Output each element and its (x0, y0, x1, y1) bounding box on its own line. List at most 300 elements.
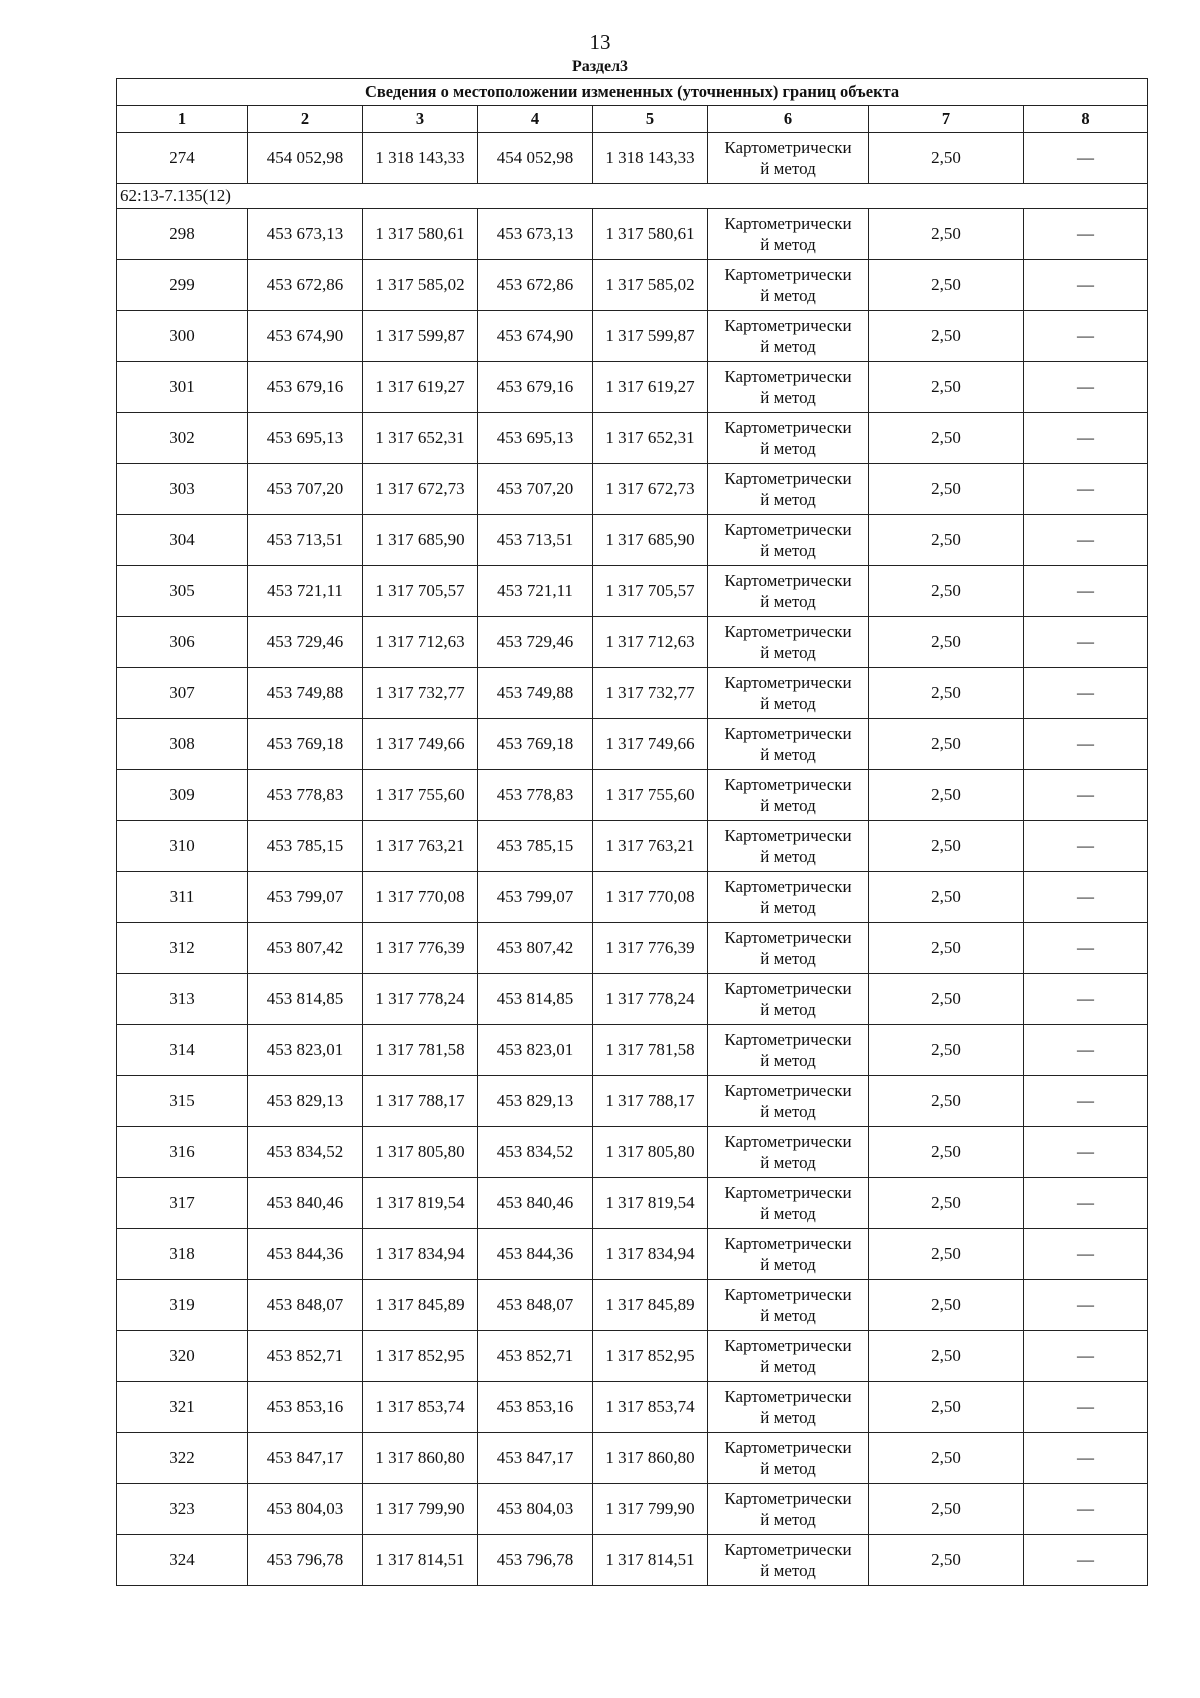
determination-method (708, 515, 869, 566)
note-cell: — (1024, 260, 1148, 311)
refined-y: 1 317 781,58 (593, 1025, 708, 1076)
method-line-1: Картометрически (724, 724, 852, 743)
existing-y: 1 317 799,90 (363, 1484, 478, 1535)
refined-y: 1 317 776,39 (593, 923, 708, 974)
precision-value: 2,50 (869, 209, 1024, 260)
determination-method (708, 668, 869, 719)
refined-x: 453 844,36 (478, 1229, 593, 1280)
note-cell: — (1024, 770, 1148, 821)
existing-x: 453 679,16 (248, 362, 363, 413)
existing-x: 453 852,71 (248, 1331, 363, 1382)
existing-x: 453 769,18 (248, 719, 363, 770)
column-number: 2 (248, 106, 363, 133)
existing-y: 1 317 712,63 (363, 617, 478, 668)
refined-x: 453 695,13 (478, 413, 593, 464)
method-line-2: й метод (760, 388, 816, 407)
existing-x: 453 848,07 (248, 1280, 363, 1331)
refined-x: 453 713,51 (478, 515, 593, 566)
determination-method (708, 464, 869, 515)
existing-y: 1 317 652,31 (363, 413, 478, 464)
existing-x: 453 707,20 (248, 464, 363, 515)
refined-x: 453 721,11 (478, 566, 593, 617)
refined-y: 1 317 585,02 (593, 260, 708, 311)
note-cell: — (1024, 1025, 1148, 1076)
refined-y: 1 317 619,27 (593, 362, 708, 413)
existing-x: 453 729,46 (248, 617, 363, 668)
point-number: 317 (117, 1178, 248, 1229)
determination-method (708, 617, 869, 668)
method-line-1: Картометрически (724, 571, 852, 590)
page-number: 13 (589, 30, 611, 54)
method-line-2: й метод (760, 1204, 816, 1223)
method-line-2: й метод (760, 1561, 816, 1580)
note-cell: — (1024, 1127, 1148, 1178)
table-row (117, 1178, 1148, 1229)
method-line-2: й метод (760, 541, 816, 560)
boundary-coordinates-table (116, 78, 1148, 1586)
point-number: 304 (117, 515, 248, 566)
note-cell: — (1024, 719, 1148, 770)
table-row (117, 413, 1148, 464)
point-number: 322 (117, 1433, 248, 1484)
method-line-1: Картометрически (724, 1081, 852, 1100)
refined-x: 453 673,13 (478, 209, 593, 260)
refined-y: 1 317 778,24 (593, 974, 708, 1025)
method-line-2: й метод (760, 847, 816, 866)
table-row (117, 1229, 1148, 1280)
existing-y: 1 317 788,17 (363, 1076, 478, 1127)
note-cell: — (1024, 668, 1148, 719)
existing-y: 1 317 580,61 (363, 209, 478, 260)
determination-method (708, 719, 869, 770)
existing-x: 453 847,17 (248, 1433, 363, 1484)
note-cell: — (1024, 413, 1148, 464)
column-number: 4 (478, 106, 593, 133)
table-row (117, 668, 1148, 719)
method-line-2: й метод (760, 745, 816, 764)
determination-method (708, 413, 869, 464)
refined-x: 454 052,98 (478, 133, 593, 184)
refined-x: 453 829,13 (478, 1076, 593, 1127)
existing-x: 453 695,13 (248, 413, 363, 464)
method-line-1: Картометрически (724, 1183, 852, 1202)
method-line-1: Картометрически (724, 1132, 852, 1151)
column-number: 6 (708, 106, 869, 133)
precision-value: 2,50 (869, 1178, 1024, 1229)
refined-x: 453 785,15 (478, 821, 593, 872)
refined-x: 453 729,46 (478, 617, 593, 668)
refined-y: 1 317 770,08 (593, 872, 708, 923)
method-line-2: й метод (760, 796, 816, 815)
method-line-1: Картометрически (724, 775, 852, 794)
note-cell: — (1024, 311, 1148, 362)
determination-method (708, 821, 869, 872)
refined-y: 1 317 749,66 (593, 719, 708, 770)
refined-x: 453 834,52 (478, 1127, 593, 1178)
refined-x: 453 707,20 (478, 464, 593, 515)
note-cell: — (1024, 1433, 1148, 1484)
method-line-2: й метод (760, 439, 816, 458)
precision-value: 2,50 (869, 515, 1024, 566)
refined-y: 1 317 853,74 (593, 1382, 708, 1433)
note-cell: — (1024, 566, 1148, 617)
group-label: 62:13-7.135(12) (117, 184, 1148, 209)
precision-value: 2,50 (869, 617, 1024, 668)
point-number: 299 (117, 260, 248, 311)
table-row (117, 464, 1148, 515)
method-line-2: й метод (760, 490, 816, 509)
precision-value: 2,50 (869, 719, 1024, 770)
refined-x: 453 807,42 (478, 923, 593, 974)
existing-y: 1 317 814,51 (363, 1535, 478, 1586)
point-number: 323 (117, 1484, 248, 1535)
refined-x: 453 814,85 (478, 974, 593, 1025)
precision-value: 2,50 (869, 1229, 1024, 1280)
precision-value: 2,50 (869, 770, 1024, 821)
determination-method (708, 133, 869, 184)
method-line-2: й метод (760, 1051, 816, 1070)
determination-method (708, 1178, 869, 1229)
refined-y: 1 318 143,33 (593, 133, 708, 184)
precision-value: 2,50 (869, 1382, 1024, 1433)
table-row (117, 821, 1148, 872)
determination-method (708, 1433, 869, 1484)
method-line-1: Картометрически (724, 138, 852, 157)
precision-value: 2,50 (869, 1025, 1024, 1076)
table-row (117, 1076, 1148, 1127)
precision-value: 2,50 (869, 1535, 1024, 1586)
point-number: 305 (117, 566, 248, 617)
point-number: 301 (117, 362, 248, 413)
method-line-1: Картометрически (724, 826, 852, 845)
determination-method (708, 362, 869, 413)
method-line-1: Картометрически (724, 1387, 852, 1406)
existing-x: 453 796,78 (248, 1535, 363, 1586)
method-line-2: й метод (760, 694, 816, 713)
table-row (117, 209, 1148, 260)
method-line-1: Картометрически (724, 877, 852, 896)
precision-value: 2,50 (869, 260, 1024, 311)
method-line-2: й метод (760, 643, 816, 662)
point-number: 306 (117, 617, 248, 668)
existing-y: 1 318 143,33 (363, 133, 478, 184)
precision-value: 2,50 (869, 311, 1024, 362)
method-line-1: Картометрически (724, 1285, 852, 1304)
refined-y: 1 317 834,94 (593, 1229, 708, 1280)
table-row (117, 1484, 1148, 1535)
table-row (117, 133, 1148, 184)
determination-method (708, 311, 869, 362)
table-row (117, 617, 1148, 668)
method-line-2: й метод (760, 949, 816, 968)
existing-y: 1 317 755,60 (363, 770, 478, 821)
refined-x: 453 778,83 (478, 770, 593, 821)
determination-method (708, 1331, 869, 1382)
section-title: Раздел3 (571, 58, 629, 75)
method-line-1: Картометрически (724, 316, 852, 335)
table-row (117, 1382, 1148, 1433)
table-row (117, 1127, 1148, 1178)
precision-value: 2,50 (869, 974, 1024, 1025)
determination-method (708, 209, 869, 260)
refined-x: 453 840,46 (478, 1178, 593, 1229)
note-cell: — (1024, 974, 1148, 1025)
refined-y: 1 317 814,51 (593, 1535, 708, 1586)
determination-method (708, 260, 869, 311)
column-number: 3 (363, 106, 478, 133)
refined-y: 1 317 763,21 (593, 821, 708, 872)
determination-method (708, 1025, 869, 1076)
existing-x: 453 814,85 (248, 974, 363, 1025)
existing-y: 1 317 732,77 (363, 668, 478, 719)
determination-method (708, 770, 869, 821)
point-number: 302 (117, 413, 248, 464)
method-line-1: Картометрически (724, 928, 852, 947)
refined-y: 1 317 799,90 (593, 1484, 708, 1535)
existing-x: 453 804,03 (248, 1484, 363, 1535)
existing-x: 453 853,16 (248, 1382, 363, 1433)
existing-y: 1 317 845,89 (363, 1280, 478, 1331)
note-cell: — (1024, 133, 1148, 184)
existing-y: 1 317 781,58 (363, 1025, 478, 1076)
existing-x: 453 749,88 (248, 668, 363, 719)
point-number: 300 (117, 311, 248, 362)
note-cell: — (1024, 362, 1148, 413)
precision-value: 2,50 (869, 566, 1024, 617)
method-line-2: й метод (760, 235, 816, 254)
refined-y: 1 317 852,95 (593, 1331, 708, 1382)
method-line-1: Картометрически (724, 1234, 852, 1253)
column-number: 7 (869, 106, 1024, 133)
precision-value: 2,50 (869, 1484, 1024, 1535)
existing-x: 453 721,11 (248, 566, 363, 617)
point-number: 309 (117, 770, 248, 821)
existing-y: 1 317 672,73 (363, 464, 478, 515)
determination-method (708, 1535, 869, 1586)
method-line-2: й метод (760, 286, 816, 305)
method-line-2: й метод (760, 1510, 816, 1529)
method-line-1: Картометрически (724, 1489, 852, 1508)
existing-y: 1 317 834,94 (363, 1229, 478, 1280)
determination-method (708, 566, 869, 617)
column-numbers-row (117, 106, 1148, 133)
precision-value: 2,50 (869, 133, 1024, 184)
table-row (117, 260, 1148, 311)
table-row (117, 923, 1148, 974)
determination-method (708, 1484, 869, 1535)
refined-x: 453 674,90 (478, 311, 593, 362)
method-line-1: Картометрически (724, 469, 852, 488)
refined-y: 1 317 685,90 (593, 515, 708, 566)
point-number: 314 (117, 1025, 248, 1076)
table-row (117, 1535, 1148, 1586)
point-number: 316 (117, 1127, 248, 1178)
method-line-1: Картометрически (724, 520, 852, 539)
note-cell: — (1024, 1535, 1148, 1586)
existing-x: 453 844,36 (248, 1229, 363, 1280)
determination-method (708, 1280, 869, 1331)
refined-x: 453 823,01 (478, 1025, 593, 1076)
refined-y: 1 317 845,89 (593, 1280, 708, 1331)
precision-value: 2,50 (869, 923, 1024, 974)
refined-y: 1 317 705,57 (593, 566, 708, 617)
existing-y: 1 317 770,08 (363, 872, 478, 923)
point-number: 312 (117, 923, 248, 974)
existing-x: 453 673,13 (248, 209, 363, 260)
precision-value: 2,50 (869, 1076, 1024, 1127)
existing-y: 1 317 619,27 (363, 362, 478, 413)
note-cell: — (1024, 872, 1148, 923)
precision-value: 2,50 (869, 821, 1024, 872)
point-number: 320 (117, 1331, 248, 1382)
existing-y: 1 317 778,24 (363, 974, 478, 1025)
existing-y: 1 317 852,95 (363, 1331, 478, 1382)
refined-y: 1 317 755,60 (593, 770, 708, 821)
point-number: 313 (117, 974, 248, 1025)
point-number: 310 (117, 821, 248, 872)
existing-x: 453 807,42 (248, 923, 363, 974)
point-number: 318 (117, 1229, 248, 1280)
refined-y: 1 317 819,54 (593, 1178, 708, 1229)
method-line-1: Картометрически (724, 1540, 852, 1559)
note-cell: — (1024, 821, 1148, 872)
precision-value: 2,50 (869, 1280, 1024, 1331)
table-row (117, 1025, 1148, 1076)
refined-y: 1 317 732,77 (593, 668, 708, 719)
refined-y: 1 317 672,73 (593, 464, 708, 515)
existing-y: 1 317 860,80 (363, 1433, 478, 1484)
determination-method (708, 974, 869, 1025)
table-row (117, 566, 1148, 617)
point-number: 308 (117, 719, 248, 770)
existing-x: 454 052,98 (248, 133, 363, 184)
existing-y: 1 317 853,74 (363, 1382, 478, 1433)
table-row (117, 974, 1148, 1025)
precision-value: 2,50 (869, 464, 1024, 515)
method-line-1: Картометрически (724, 979, 852, 998)
existing-x: 453 674,90 (248, 311, 363, 362)
table-row (117, 719, 1148, 770)
method-line-1: Картометрически (724, 367, 852, 386)
method-line-2: й метод (760, 1306, 816, 1325)
note-cell: — (1024, 1331, 1148, 1382)
column-number: 1 (117, 106, 248, 133)
refined-x: 453 852,71 (478, 1331, 593, 1382)
table-row (117, 362, 1148, 413)
point-number: 311 (117, 872, 248, 923)
point-number: 319 (117, 1280, 248, 1331)
existing-x: 453 672,86 (248, 260, 363, 311)
refined-y: 1 317 580,61 (593, 209, 708, 260)
point-number: 324 (117, 1535, 248, 1586)
refined-x: 453 799,07 (478, 872, 593, 923)
refined-x: 453 848,07 (478, 1280, 593, 1331)
table-caption: Сведения о местоположении измененных (уточненных) границ объекта (117, 79, 1148, 106)
existing-y: 1 317 705,57 (363, 566, 478, 617)
existing-x: 453 799,07 (248, 872, 363, 923)
method-line-1: Картометрически (724, 265, 852, 284)
method-line-2: й метод (760, 1255, 816, 1274)
refined-y: 1 317 712,63 (593, 617, 708, 668)
note-cell: — (1024, 515, 1148, 566)
method-line-2: й метод (760, 1459, 816, 1478)
point-number: 321 (117, 1382, 248, 1433)
method-line-1: Картометрически (724, 1030, 852, 1049)
method-line-1: Картометрически (724, 1336, 852, 1355)
existing-y: 1 317 763,21 (363, 821, 478, 872)
refined-x: 453 847,17 (478, 1433, 593, 1484)
note-cell: — (1024, 209, 1148, 260)
table-row (117, 1331, 1148, 1382)
determination-method (708, 872, 869, 923)
existing-x: 453 785,15 (248, 821, 363, 872)
group-row (117, 184, 1148, 209)
table-row (117, 1280, 1148, 1331)
existing-x: 453 840,46 (248, 1178, 363, 1229)
determination-method (708, 1382, 869, 1433)
note-cell: — (1024, 1382, 1148, 1433)
point-number: 303 (117, 464, 248, 515)
point-number: 315 (117, 1076, 248, 1127)
existing-y: 1 317 685,90 (363, 515, 478, 566)
refined-x: 453 672,86 (478, 260, 593, 311)
method-line-1: Картометрически (724, 418, 852, 437)
refined-x: 453 796,78 (478, 1535, 593, 1586)
note-cell: — (1024, 617, 1148, 668)
note-cell: — (1024, 1229, 1148, 1280)
table-row (117, 311, 1148, 362)
existing-x: 453 713,51 (248, 515, 363, 566)
determination-method (708, 923, 869, 974)
table-row (117, 515, 1148, 566)
note-cell: — (1024, 1484, 1148, 1535)
refined-y: 1 317 652,31 (593, 413, 708, 464)
existing-y: 1 317 749,66 (363, 719, 478, 770)
note-cell: — (1024, 923, 1148, 974)
precision-value: 2,50 (869, 1127, 1024, 1178)
note-cell: — (1024, 1178, 1148, 1229)
refined-x: 453 769,18 (478, 719, 593, 770)
point-number: 298 (117, 209, 248, 260)
method-line-2: й метод (760, 592, 816, 611)
table-row (117, 872, 1148, 923)
existing-y: 1 317 585,02 (363, 260, 478, 311)
note-cell: — (1024, 464, 1148, 515)
method-line-2: й метод (760, 337, 816, 356)
note-cell: — (1024, 1076, 1148, 1127)
method-line-2: й метод (760, 1357, 816, 1376)
method-line-2: й метод (760, 1102, 816, 1121)
existing-y: 1 317 819,54 (363, 1178, 478, 1229)
precision-value: 2,50 (869, 872, 1024, 923)
existing-x: 453 778,83 (248, 770, 363, 821)
column-number: 5 (593, 106, 708, 133)
point-number: 307 (117, 668, 248, 719)
existing-y: 1 317 599,87 (363, 311, 478, 362)
method-line-1: Картометрически (724, 214, 852, 233)
refined-x: 453 749,88 (478, 668, 593, 719)
table-row (117, 1433, 1148, 1484)
table-row (117, 770, 1148, 821)
refined-x: 453 853,16 (478, 1382, 593, 1433)
existing-x: 453 823,01 (248, 1025, 363, 1076)
determination-method (708, 1076, 869, 1127)
method-line-2: й метод (760, 159, 816, 178)
table-caption-row (117, 79, 1148, 106)
method-line-1: Картометрически (724, 673, 852, 692)
method-line-2: й метод (760, 1153, 816, 1172)
column-number: 8 (1024, 106, 1148, 133)
